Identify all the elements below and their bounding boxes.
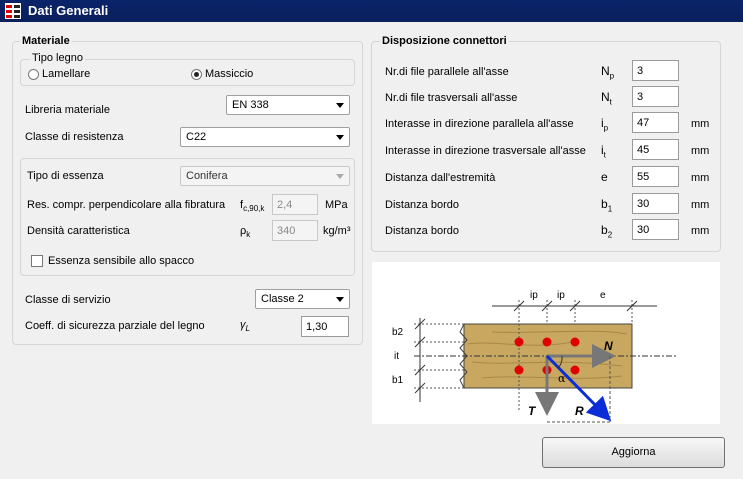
connettore-value: 30 <box>637 224 650 236</box>
connettore-label: Nr.di file parallele all'asse <box>385 66 509 78</box>
res-compr-field[interactable] <box>272 194 318 215</box>
densita-symbol: $\rho_k$ <box>240 225 251 240</box>
coeff-sicurezza-value: 1,30 <box>306 321 328 333</box>
diagram-label-alpha: α <box>558 372 566 385</box>
connettore-label: Distanza bordo <box>385 199 459 211</box>
app-icon <box>5 3 21 19</box>
connettore-symbol: $i_t$ <box>601 143 606 160</box>
classe-servizio-value: Classe 2 <box>261 293 304 305</box>
connettore-symbol: $b_2$ <box>601 223 613 240</box>
connettore-value: 30 <box>637 198 650 210</box>
libreria-label: Libreria materiale <box>25 104 110 116</box>
coeff-sicurezza-symbol: $\gamma_L$ <box>240 319 250 334</box>
connettore-field[interactable] <box>632 166 679 187</box>
coeff-sicurezza-label: Coeff. di sicurezza parziale del legno <box>25 320 205 332</box>
classe-servizio-label: Classe di servizio <box>25 294 111 306</box>
res-compr-label: Res. compr. perpendicolare alla fibratura <box>27 199 226 211</box>
aggiorna-button[interactable] <box>542 437 725 468</box>
chevron-down-icon <box>336 103 344 108</box>
diagram-label-e: e <box>600 290 606 301</box>
connettore-label: Distanza bordo <box>385 225 459 237</box>
essenza-sensibile-label[interactable]: Essenza sensibile allo spacco <box>48 255 195 267</box>
connettori-title: Disposizione connettori <box>382 35 507 47</box>
diagram-label-N: N <box>604 339 613 353</box>
chevron-down-icon <box>336 135 344 140</box>
connettore-field[interactable] <box>632 60 679 81</box>
coeff-sicurezza-field[interactable] <box>301 316 349 337</box>
diagram-label-ip1: ip <box>530 290 538 301</box>
chevron-down-icon <box>336 174 344 179</box>
connettore-value: 47 <box>637 117 650 129</box>
tipo-essenza-label: Tipo di essenza <box>27 170 104 182</box>
densita-field[interactable] <box>272 220 318 241</box>
diagram-label-it: it <box>394 351 399 362</box>
materiale-title: Materiale <box>22 35 70 47</box>
connettore-symbol: $N_p$ <box>601 64 615 81</box>
connettore-symbol: $i_p$ <box>601 116 609 133</box>
densita-value: 340 <box>277 225 296 237</box>
connettore-unit: mm <box>691 118 710 130</box>
res-compr-symbol: $f_{c,90,k}$ <box>240 199 265 214</box>
connettore-label: Nr.di file trasversali all'asse <box>385 92 518 104</box>
classe-resistenza-select[interactable] <box>180 127 350 147</box>
res-compr-unit: MPa <box>325 199 348 211</box>
connettore-symbol: e <box>601 170 608 184</box>
connettore-label: Distanza dall'estremità <box>385 172 496 184</box>
connettore-unit: mm <box>691 172 710 184</box>
tipo-legno-title: Tipo legno <box>32 52 83 64</box>
tipo-essenza-select[interactable] <box>180 166 350 186</box>
connettore-symbol: $N_t$ <box>601 90 612 107</box>
connettore-field[interactable] <box>632 193 679 214</box>
libreria-value: EN 338 <box>232 99 269 111</box>
connettore-value: 3 <box>637 65 644 77</box>
connettore-unit: mm <box>691 145 710 157</box>
radio-massiccio[interactable] <box>191 69 202 80</box>
aggiorna-label: Aggiorna <box>611 446 656 458</box>
densita-unit: kg/m³ <box>323 225 351 237</box>
diagram-label-b1: b1 <box>392 375 404 386</box>
radio-lamellare-label[interactable]: Lamellare <box>42 68 91 80</box>
diagram-label-T: T <box>528 404 536 418</box>
title-bar <box>0 0 743 22</box>
connettore-symbol: $b_1$ <box>601 197 613 214</box>
res-compr-value: 2,4 <box>277 199 293 211</box>
densita-label: Densità caratteristica <box>27 225 130 237</box>
libreria-select[interactable] <box>226 95 350 115</box>
classe-resistenza-value: C22 <box>186 131 207 143</box>
connettore-value: 55 <box>637 171 650 183</box>
connettore-field[interactable] <box>632 219 679 240</box>
connettore-value: 45 <box>637 144 650 156</box>
connettore-field[interactable] <box>632 139 679 160</box>
connettore-unit: mm <box>691 225 710 237</box>
tipo-essenza-value: Conifera <box>186 170 228 182</box>
connettore-label: Interasse in direzione trasversale all'asse <box>385 145 586 157</box>
connection-diagram <box>372 262 720 424</box>
chevron-down-icon <box>336 297 344 302</box>
window-title: Dati Generali <box>28 3 109 18</box>
connettore-unit: mm <box>691 199 710 211</box>
connettore-label: Interasse in direzione parallela all'asse <box>385 118 574 130</box>
diagram-label-b2: b2 <box>392 327 404 338</box>
diagram-label-ip2: ip <box>557 290 565 301</box>
diagram-label-R: R <box>575 404 584 418</box>
radio-massiccio-label[interactable]: Massiccio <box>205 68 254 80</box>
essenza-sensibile-checkbox[interactable] <box>31 255 43 267</box>
connettore-value: 3 <box>637 91 644 103</box>
radio-lamellare[interactable] <box>28 69 39 80</box>
classe-resistenza-label: Classe di resistenza <box>25 131 124 143</box>
connettore-field[interactable] <box>632 86 679 107</box>
classe-servizio-select[interactable] <box>255 289 350 309</box>
connettore-field[interactable] <box>632 112 679 133</box>
